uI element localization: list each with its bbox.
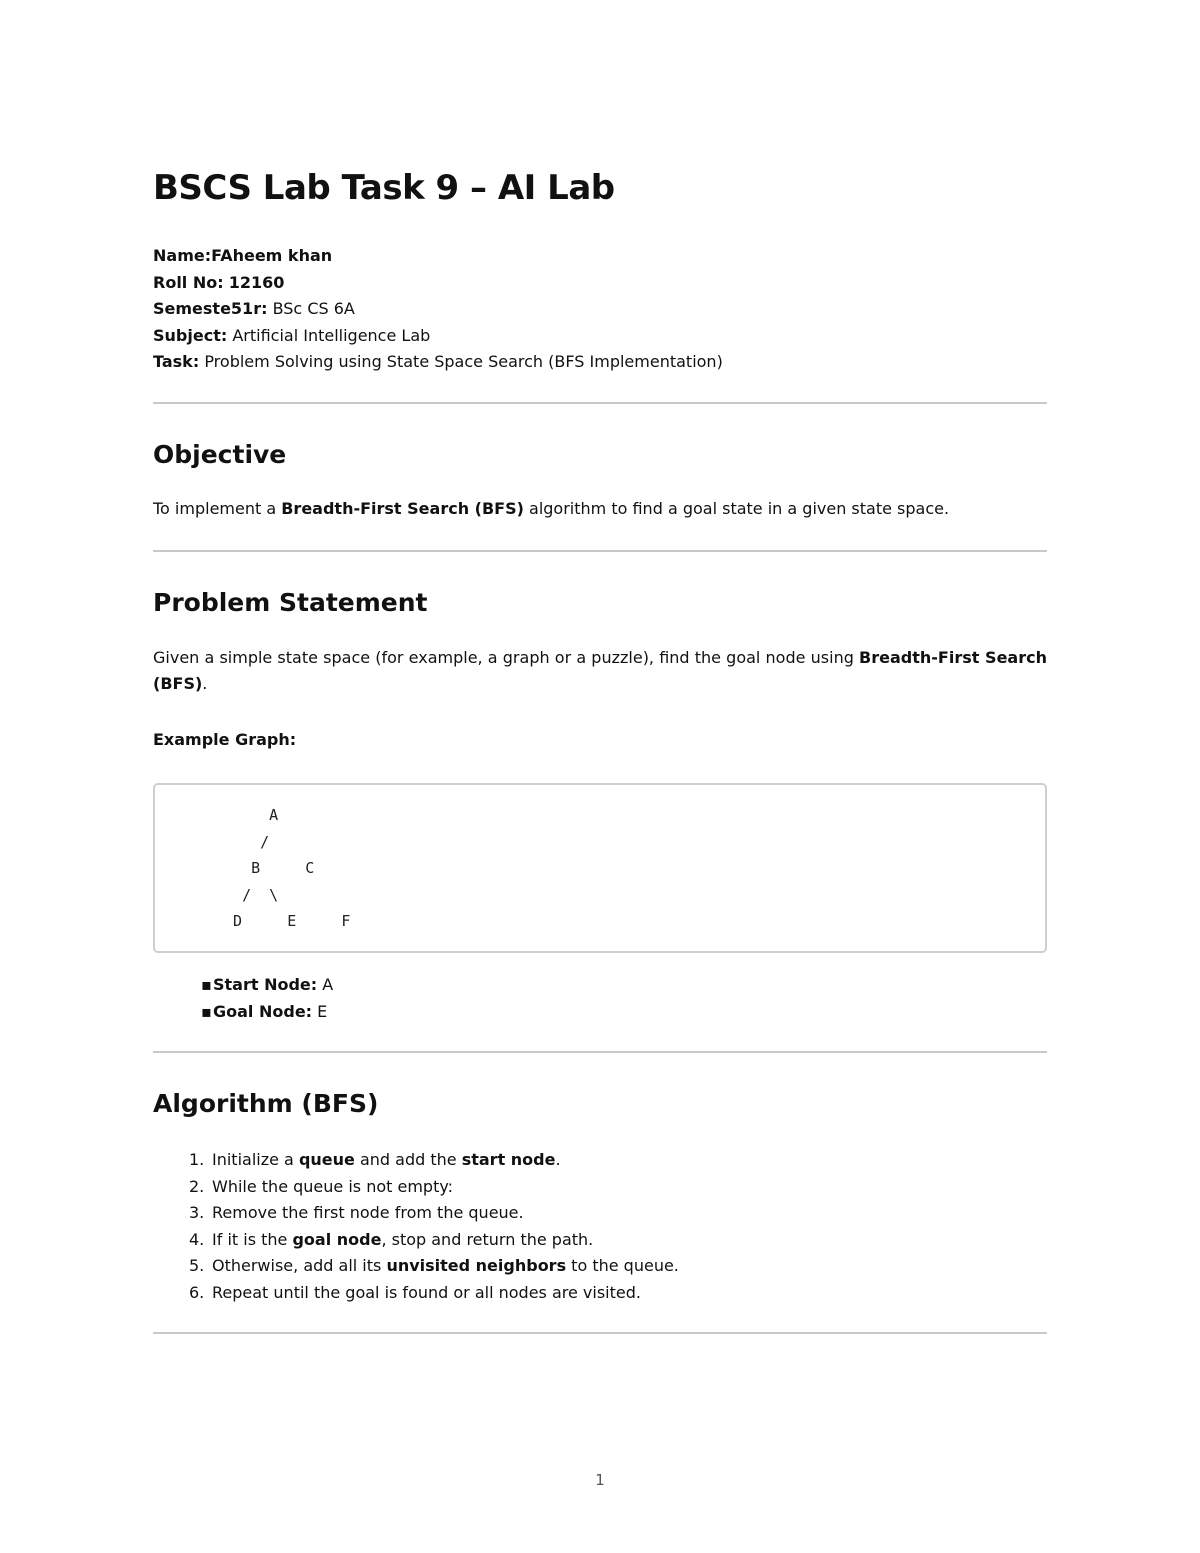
objective-text [153,496,1047,522]
step-keyword: queue [298,1150,355,1169]
objective-bfs-term: Breadth-First Search (BFS) [281,499,524,518]
task-value: Problem Solving using State Space Search (BFS Implementation) [204,352,723,371]
node-list [201,971,333,1025]
step-number: 4. [189,1229,205,1249]
algorithm-step [189,1227,679,1254]
start-node-value: A [317,975,334,994]
step-text: Initialize a [212,1150,299,1169]
divider [153,402,1047,404]
step-text: If it is the [212,1229,293,1249]
step-text: While the queue is not empty: [212,1176,454,1196]
roll-label: Roll No: [153,272,224,292]
subject-value: Artificial Intelligence Lab [232,325,431,345]
page-number: 1 [595,1471,605,1489]
step-text: Repeat until the goal is found or all nodes are visited. [212,1282,641,1302]
step-text: Remove the first node from the queue. [212,1203,524,1222]
start-node-item [201,971,333,998]
algorithm-step [189,1174,679,1201]
step-text: . [555,1150,561,1169]
step-number: 6. [189,1282,205,1302]
semester-label: Semeste51r: [153,299,268,318]
divider [153,550,1047,552]
roll-value: 12160 [228,272,285,292]
algorithm-heading: Algorithm (BFS) [153,1089,379,1118]
goal-node-label: Goal Node: [213,1002,313,1021]
algorithm-step [189,1253,679,1280]
example-graph-label-text: Example Graph: [153,730,297,749]
step-text: to the queue. [566,1256,679,1275]
step-text: and add the [354,1150,462,1169]
step-number: 3. [189,1203,205,1222]
algorithm-steps [189,1147,679,1306]
semester-line [153,296,723,323]
bullet-marker: ▪ [201,975,212,994]
objective-heading: Objective [153,440,287,469]
example-graph-label [153,727,1047,753]
name-label: Name: [153,246,212,265]
problem-text-start: Given a simple state space (for example, a graph or a puzzle), find the goal node using [153,648,860,667]
student-info [153,243,723,376]
step-keyword: unvisited neighbors [386,1256,567,1275]
start-node-label: Start Node: [213,975,318,994]
goal-node-value: E [312,1002,328,1021]
example-graph-diagram: A / B C / \ D E F [233,806,351,930]
step-number: 1. [189,1150,205,1169]
objective-text-start: To implement a [153,499,282,518]
algorithm-step [189,1147,679,1174]
objective-text-end: algorithm to find a goal state in a given state space. [523,499,950,518]
bullet-marker: ▪ [201,1002,212,1021]
goal-node-item [201,998,333,1025]
algorithm-step [189,1200,679,1227]
step-number: 5. [189,1256,205,1275]
task-label: Task: [153,352,200,371]
divider [153,1332,1047,1334]
page-title: BSCS Lab Task 9 – AI Lab [153,168,615,208]
problem-bfs-term: Breadth-First Search (BFS) [153,648,1047,693]
task-line [153,349,723,376]
step-text: Otherwise, add all its [212,1256,387,1275]
roll-line [153,270,723,297]
subject-label: Subject: [153,325,228,345]
subject-line [153,323,723,350]
step-keyword: goal node [292,1229,382,1249]
step-text: , stop and return the path. [381,1229,594,1249]
problem-text [153,645,1047,697]
example-graph-box [153,783,1047,953]
step-number: 2. [189,1176,205,1196]
divider [153,1051,1047,1053]
problem-heading: Problem Statement [153,588,428,617]
semester-value: BSc CS 6A [272,299,355,318]
problem-text-end: . [202,674,208,693]
step-keyword: start node [461,1150,556,1169]
name-line [153,243,723,270]
name-value: FAheem khan [211,246,333,265]
algorithm-step [189,1280,679,1307]
